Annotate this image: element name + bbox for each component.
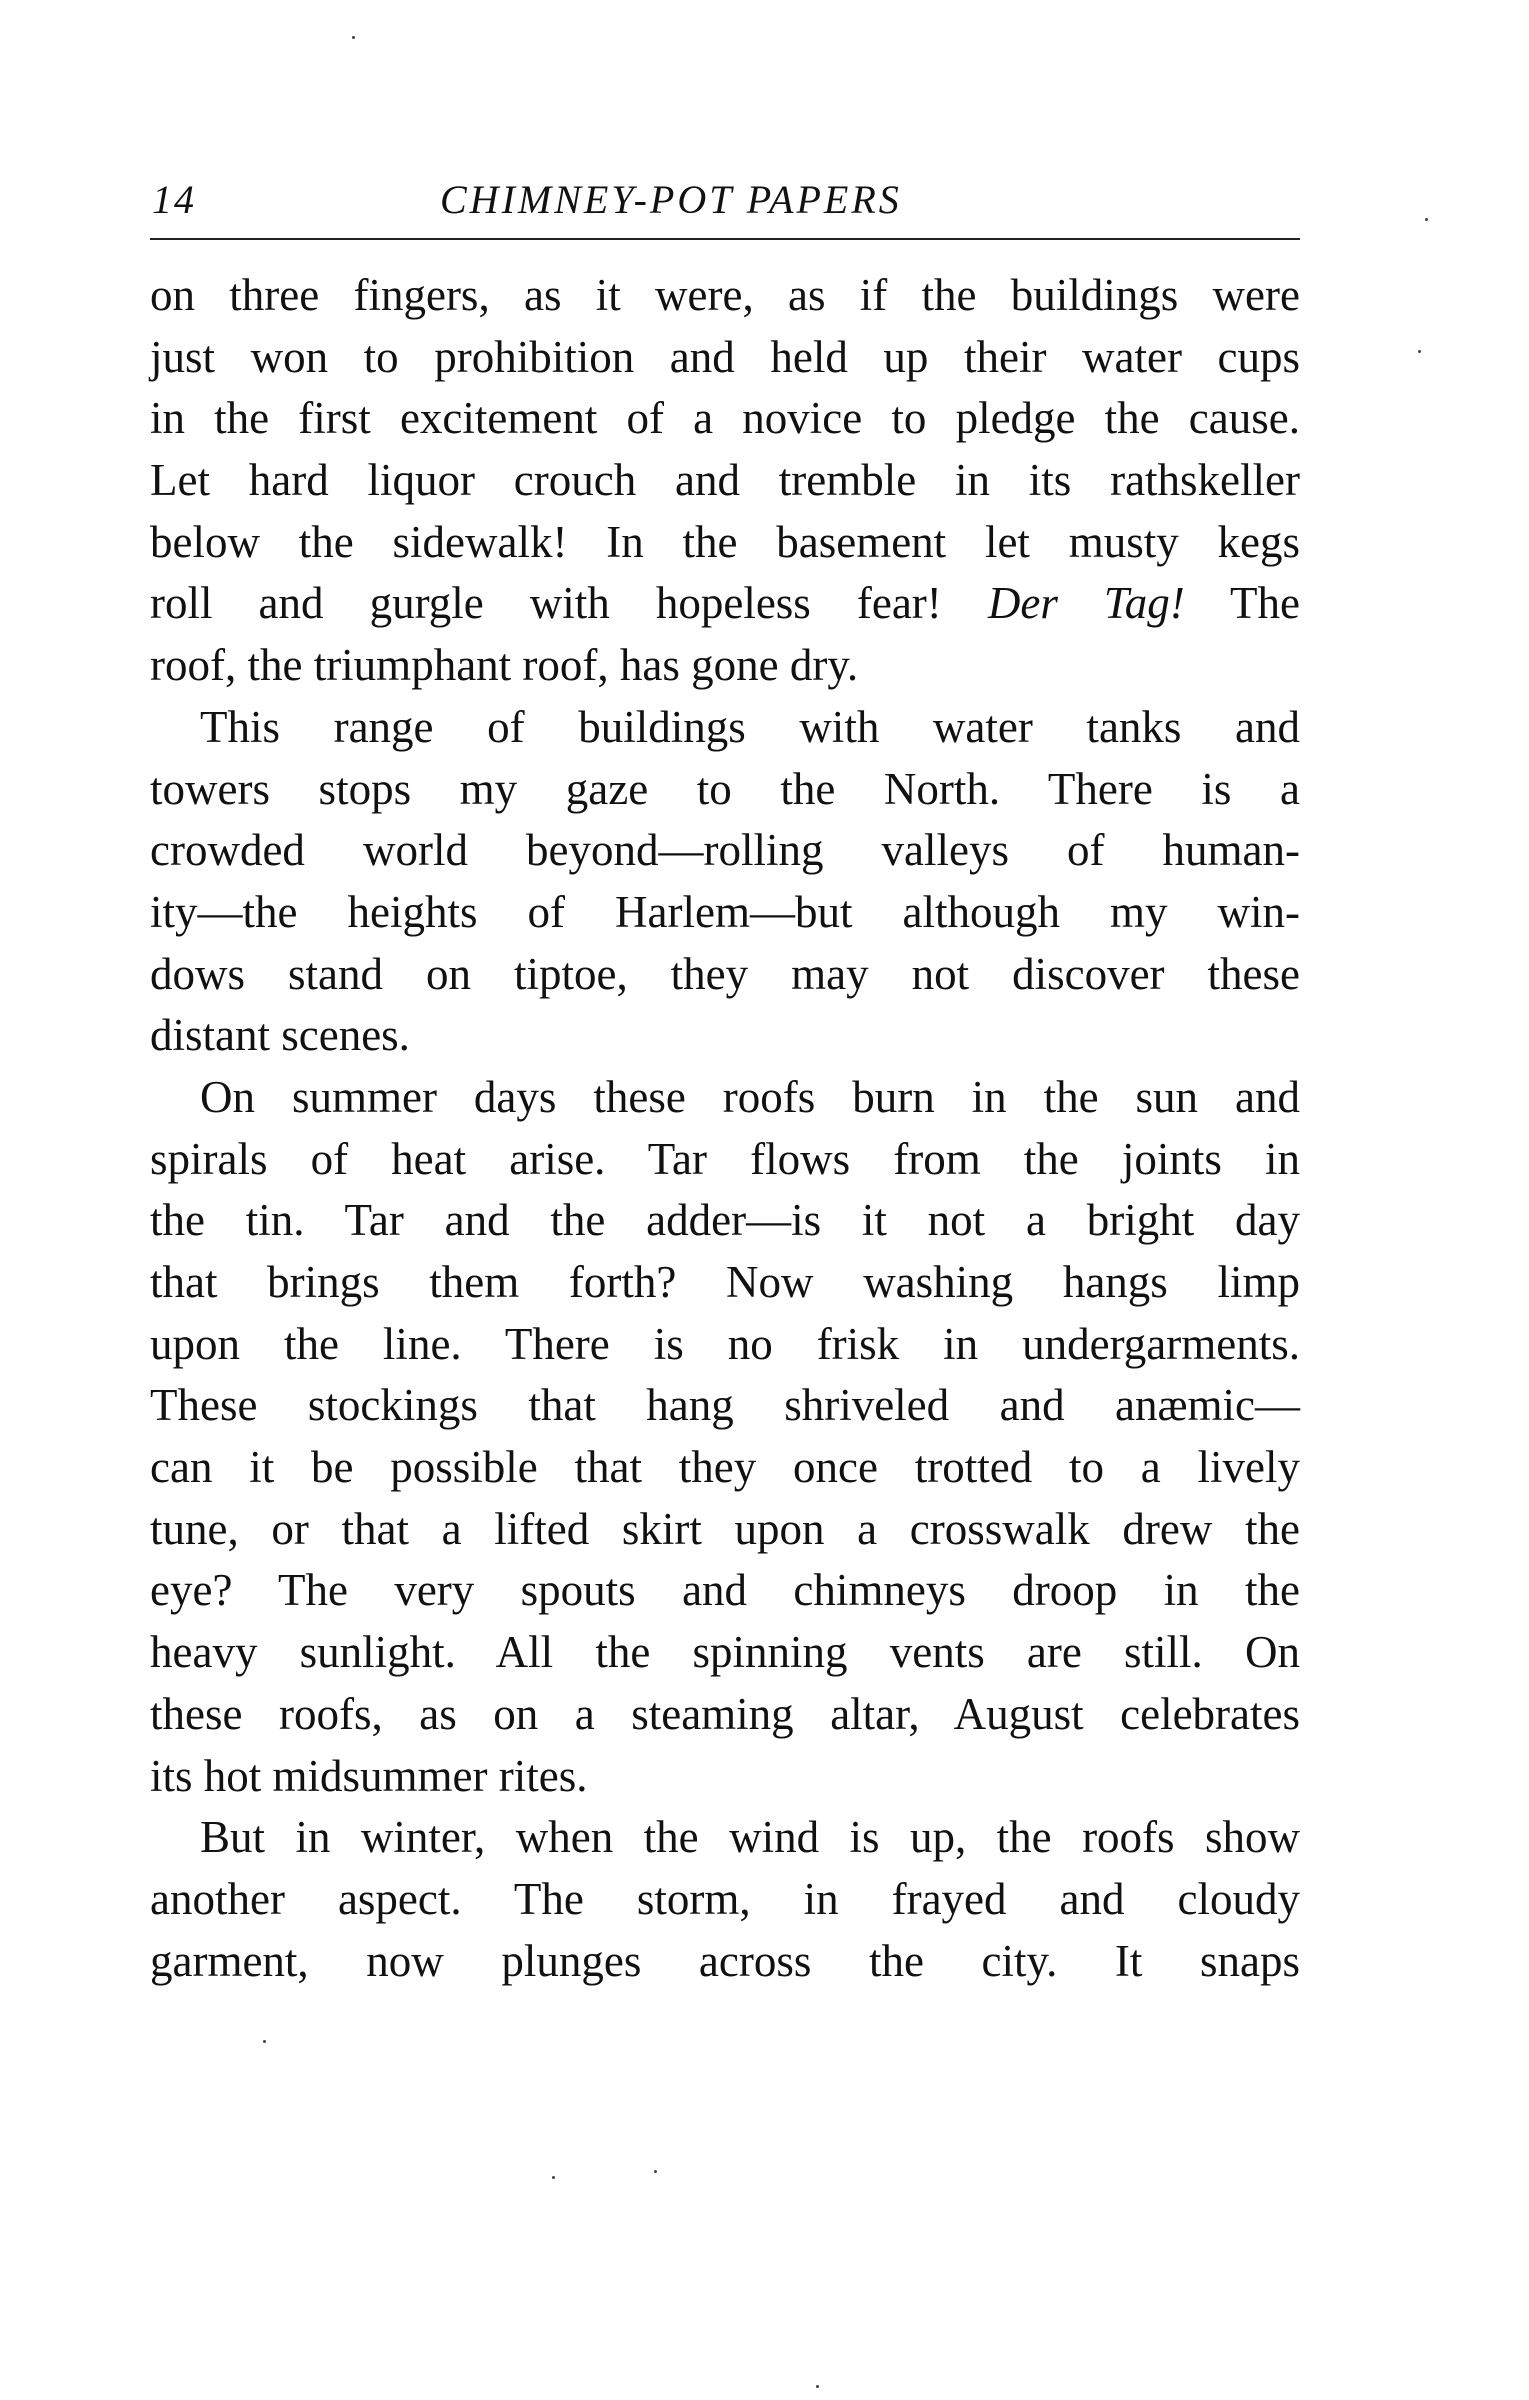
scan-speck	[816, 2385, 819, 2388]
scan-speck	[1418, 350, 1421, 353]
text-line: upon the line. There is no frisk in undergarments.	[150, 1318, 1300, 1369]
text-line: on three fingers, as it were, as if the buildings were	[150, 270, 1300, 320]
scan-speck	[1425, 218, 1428, 221]
running-title: CHIMNEY-POT PAPERS	[440, 177, 902, 222]
scan-speck	[654, 2170, 657, 2173]
running-head	[150, 176, 1300, 238]
text-line: On summer days these roofs burn in the sun and	[200, 1071, 1300, 1122]
scan-speck	[352, 36, 355, 39]
text-line: another aspect. The storm, in frayed and cloudy	[150, 1873, 1300, 1924]
text-line: that brings them forth? Now washing hangs limp	[150, 1257, 1300, 1307]
text-line: dows stand on tiptoe, they may not discover these	[150, 948, 1300, 999]
text-line: below the sidewalk! In the basement let musty kegs	[150, 516, 1300, 567]
text-line: roof, the triumphant roof, has gone dry.	[150, 640, 859, 691]
text-line: These stockings that hang shriveled and anæmic—	[150, 1380, 1300, 1431]
text-line: eye? The very spouts and chimneys droop in the	[150, 1565, 1300, 1616]
text-line: But in winter, when the wind is up, the roofs show	[200, 1812, 1300, 1863]
text-line: these roofs, as on a steaming altar, August celebrates	[150, 1688, 1300, 1739]
text-line: in the first excitement of a novice to pledge the cause.	[150, 393, 1300, 444]
text-line: towers stops my gaze to the North. There is a	[150, 763, 1300, 814]
body-text	[150, 265, 1300, 1992]
scan-speck	[263, 2040, 266, 2043]
text-line: spirals of heat arise. Tar flows from the joints in	[150, 1133, 1300, 1184]
text-line: garment, now plunges across the city. It snaps	[150, 1935, 1300, 1986]
header-rule	[150, 238, 1300, 240]
page-number: 14	[152, 177, 196, 222]
text-line: This range of buildings with water tanks and	[200, 701, 1300, 752]
text-line: Let hard liquor crouch and tremble in its rathskeller	[150, 455, 1300, 506]
text-line: the tin. Tar and the adder—is it not a bright day	[150, 1195, 1300, 1246]
text-line: just won to prohibition and held up their water cups	[150, 331, 1300, 382]
text-line: can it be possible that they once trotted to a lively	[150, 1442, 1300, 1493]
text-line: ity—the heights of Harlem—but although my win-	[150, 886, 1300, 937]
text-line: tune, or that a lifted skirt upon a crosswalk drew the	[150, 1503, 1300, 1554]
text-line: crowded world beyond—rolling valleys of human-	[150, 825, 1300, 876]
scan-speck	[552, 2176, 555, 2179]
text-line-end: The	[1184, 578, 1300, 629]
italic-phrase: Der Tag!	[987, 578, 1185, 629]
text-line	[150, 573, 1300, 635]
text-line: its hot midsummer rites.	[150, 1750, 588, 1801]
text-line: heavy sunlight. All the spinning vents are still. On	[150, 1627, 1300, 1678]
text-line: distant scenes.	[150, 1010, 410, 1061]
text-line-start: roll and gurgle with hopeless fear!	[150, 578, 988, 629]
